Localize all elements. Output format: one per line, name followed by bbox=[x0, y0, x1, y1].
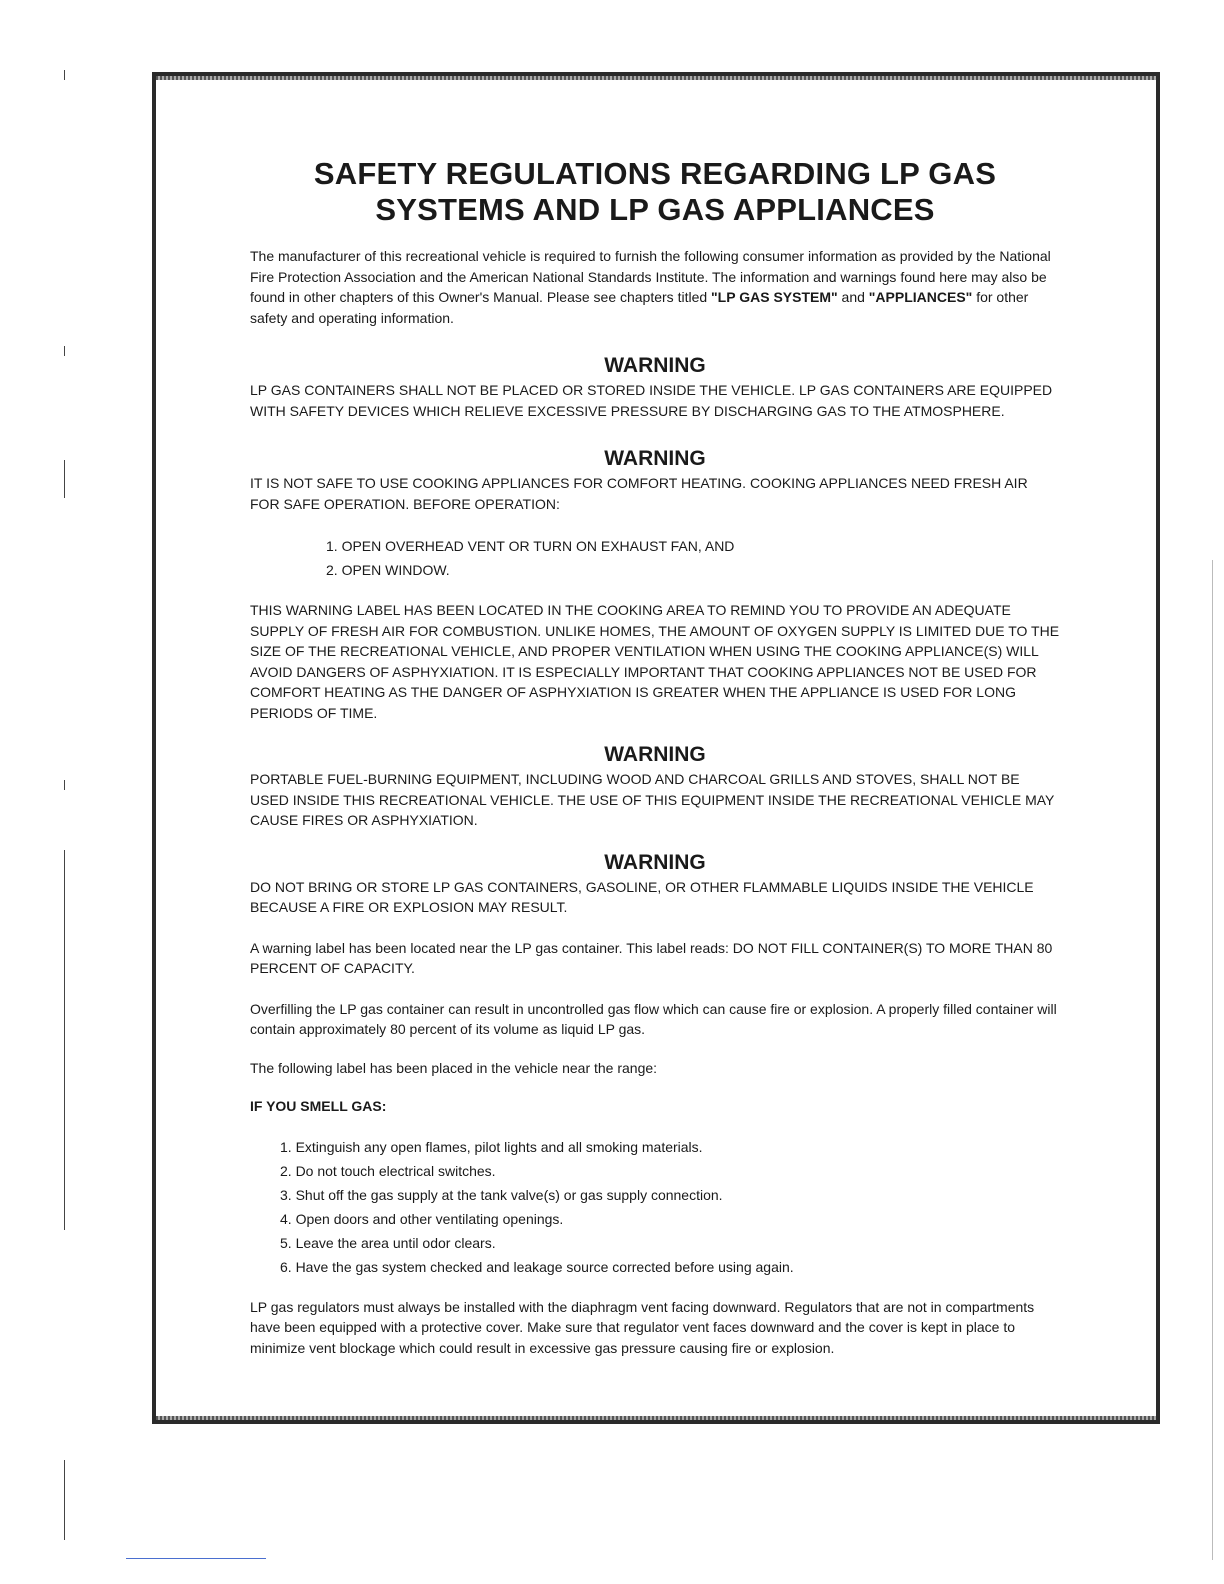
scan-mark bbox=[1212, 560, 1213, 1560]
document-frame bbox=[152, 72, 1160, 1424]
intro-bold-appliances: "APPLIANCES" bbox=[868, 289, 973, 305]
scan-mark bbox=[64, 1460, 65, 1540]
gas-smell-steps bbox=[280, 1135, 1060, 1279]
scan-mark bbox=[64, 780, 65, 790]
smell-heading: IF YOU SMELL GAS: bbox=[250, 1098, 387, 1114]
list-item: 6. Have the gas system checked and leakage source corrected before using again. bbox=[280, 1258, 794, 1275]
title-line-1: SAFETY REGULATIONS REGARDING LP GAS bbox=[313, 156, 997, 191]
warning-heading-1: WARNING bbox=[604, 354, 706, 377]
warning-text-4: DO NOT BRING OR STORE LP GAS CONTAINERS, GASOLINE, OR OTHER FLAMMABLE LIQUIDS INSIDE THE VEHICLE BECAUSE A FIRE OR EXPLOSION MAY RESULT. bbox=[250, 878, 1034, 915]
title-line-2: SYSTEMS AND LP GAS APPLIANCES bbox=[375, 192, 935, 227]
page-title bbox=[250, 156, 1060, 228]
list-item: 3. Shut off the gas supply at the tank valve(s) or gas supply connection. bbox=[280, 1186, 723, 1203]
list-item: 4. Open doors and other ventilating openings. bbox=[280, 1210, 564, 1227]
intro-text-3: for other safety and operating information. bbox=[250, 289, 1029, 326]
warning-heading-4: WARNING bbox=[604, 850, 706, 874]
range-note: The following label has been placed in the vehicle near the range: bbox=[250, 1059, 658, 1076]
list-item: 2. OPEN WINDOW. bbox=[326, 562, 450, 578]
intro-paragraph bbox=[250, 246, 1060, 328]
intro-bold-lp-gas-system: "LP GAS SYSTEM" bbox=[711, 289, 838, 305]
overfill-note: Overfilling the LP gas container can result in uncontrolled gas flow which can cause fire or explosion. A properly filled container will contain approximately 80 percent of its volume as liquid LP gas. bbox=[250, 1000, 1057, 1037]
scan-mark bbox=[64, 346, 65, 356]
list-item: 5. Leave the area until odor clears. bbox=[280, 1234, 496, 1251]
underline-mark bbox=[126, 1558, 266, 1559]
warning-text-1: LP GAS CONTAINERS SHALL NOT BE PLACED OR STORED INSIDE THE VEHICLE. LP GAS CONTAINERS ARE EQUIPPED WITH SAFETY DEVICES WHICH RELIEVE EXCESSIVE PRESSURE BY DISCHARGING GAS TO THE ATMOSPHERE. bbox=[250, 382, 1053, 419]
list-item: 1. OPEN OVERHEAD VENT OR TURN ON EXHAUST FAN, AND bbox=[326, 538, 735, 554]
scan-mark bbox=[64, 460, 65, 498]
warning-heading-3: WARNING bbox=[604, 743, 706, 766]
regulator-note: LP gas regulators must always be installed with the diaphragm vent facing downward. Regulators that are not in compartments have been equipped with a protective cover. Make sure that regulator vent faces downward and the cover is kept in place to minimize vent blockage which could result in excessive gas pressure causing fire or explosion. bbox=[250, 1298, 1035, 1356]
warning-text-3: PORTABLE FUEL-BURNING EQUIPMENT, INCLUDING WOOD AND CHARCOAL GRILLS AND STOVES, SHALL NOT BE USED INSIDE THIS RECREATIONAL VEHICLE. THE USE OF THIS EQUIPMENT INSIDE THE RECREATIONAL VEHICLE MAY CAUSE FIRES OR ASPHYXIATION. bbox=[250, 771, 1055, 828]
scan-mark bbox=[64, 850, 65, 1230]
label-note: A warning label has been located near the LP gas container. This label reads: DO NOT FILL CONTAINER(S) TO MORE THAN 80 PERCENT OF CAPACITY. bbox=[250, 939, 1053, 976]
scan-mark bbox=[64, 70, 65, 80]
warning-text-2b: THIS WARNING LABEL HAS BEEN LOCATED IN THE COOKING AREA TO REMIND YOU TO PROVIDE AN ADEQUATE SUPPLY OF FRESH AIR FOR COMBUSTION. UNLIKE HOMES, THE AMOUNT OF OXYGEN SUPPLY IS LIMITED DUE TO THE SIZE OF THE RECREATIONAL VEHICLE, AND PROPER VENTILATION WHEN USING THE COOKING APPLIANCE(S) WILL AVOID DANGERS OF ASPHYXIATION. IT IS ESPECIALLY IMPORTANT THAT COOKING APPLIANCES NOT BE USED FOR COMFORT HEATING AS THE DANGER OF ASPHYXIATION IS GREATER WHEN THE APPLIANCE IS USED FOR LONG PERIODS OF TIME. bbox=[250, 602, 1060, 721]
intro-text-2: and bbox=[837, 289, 869, 305]
intro-text-1: The manufacturer of this recreational vehicle is required to furnish the following consumer information as provided by the National Fire Protection Association and the American National Standards Institute. The information and warnings found here may also be found in other chapters of this Owner's Manual. Please see chapters titled bbox=[250, 248, 1051, 305]
list-item: 2. Do not touch electrical switches. bbox=[280, 1162, 496, 1179]
document-content bbox=[250, 156, 1060, 1358]
warning-text-2: IT IS NOT SAFE TO USE COOKING APPLIANCES FOR COMFORT HEATING. COOKING APPLIANCES NEED FRESH AIR FOR SAFE OPERATION. BEFORE OPERATION: bbox=[250, 475, 1028, 512]
warning-heading-2: WARNING bbox=[604, 447, 706, 470]
list-item: 1. Extinguish any open flames, pilot lights and all smoking materials. bbox=[280, 1138, 703, 1155]
ventilation-steps bbox=[326, 534, 1060, 582]
